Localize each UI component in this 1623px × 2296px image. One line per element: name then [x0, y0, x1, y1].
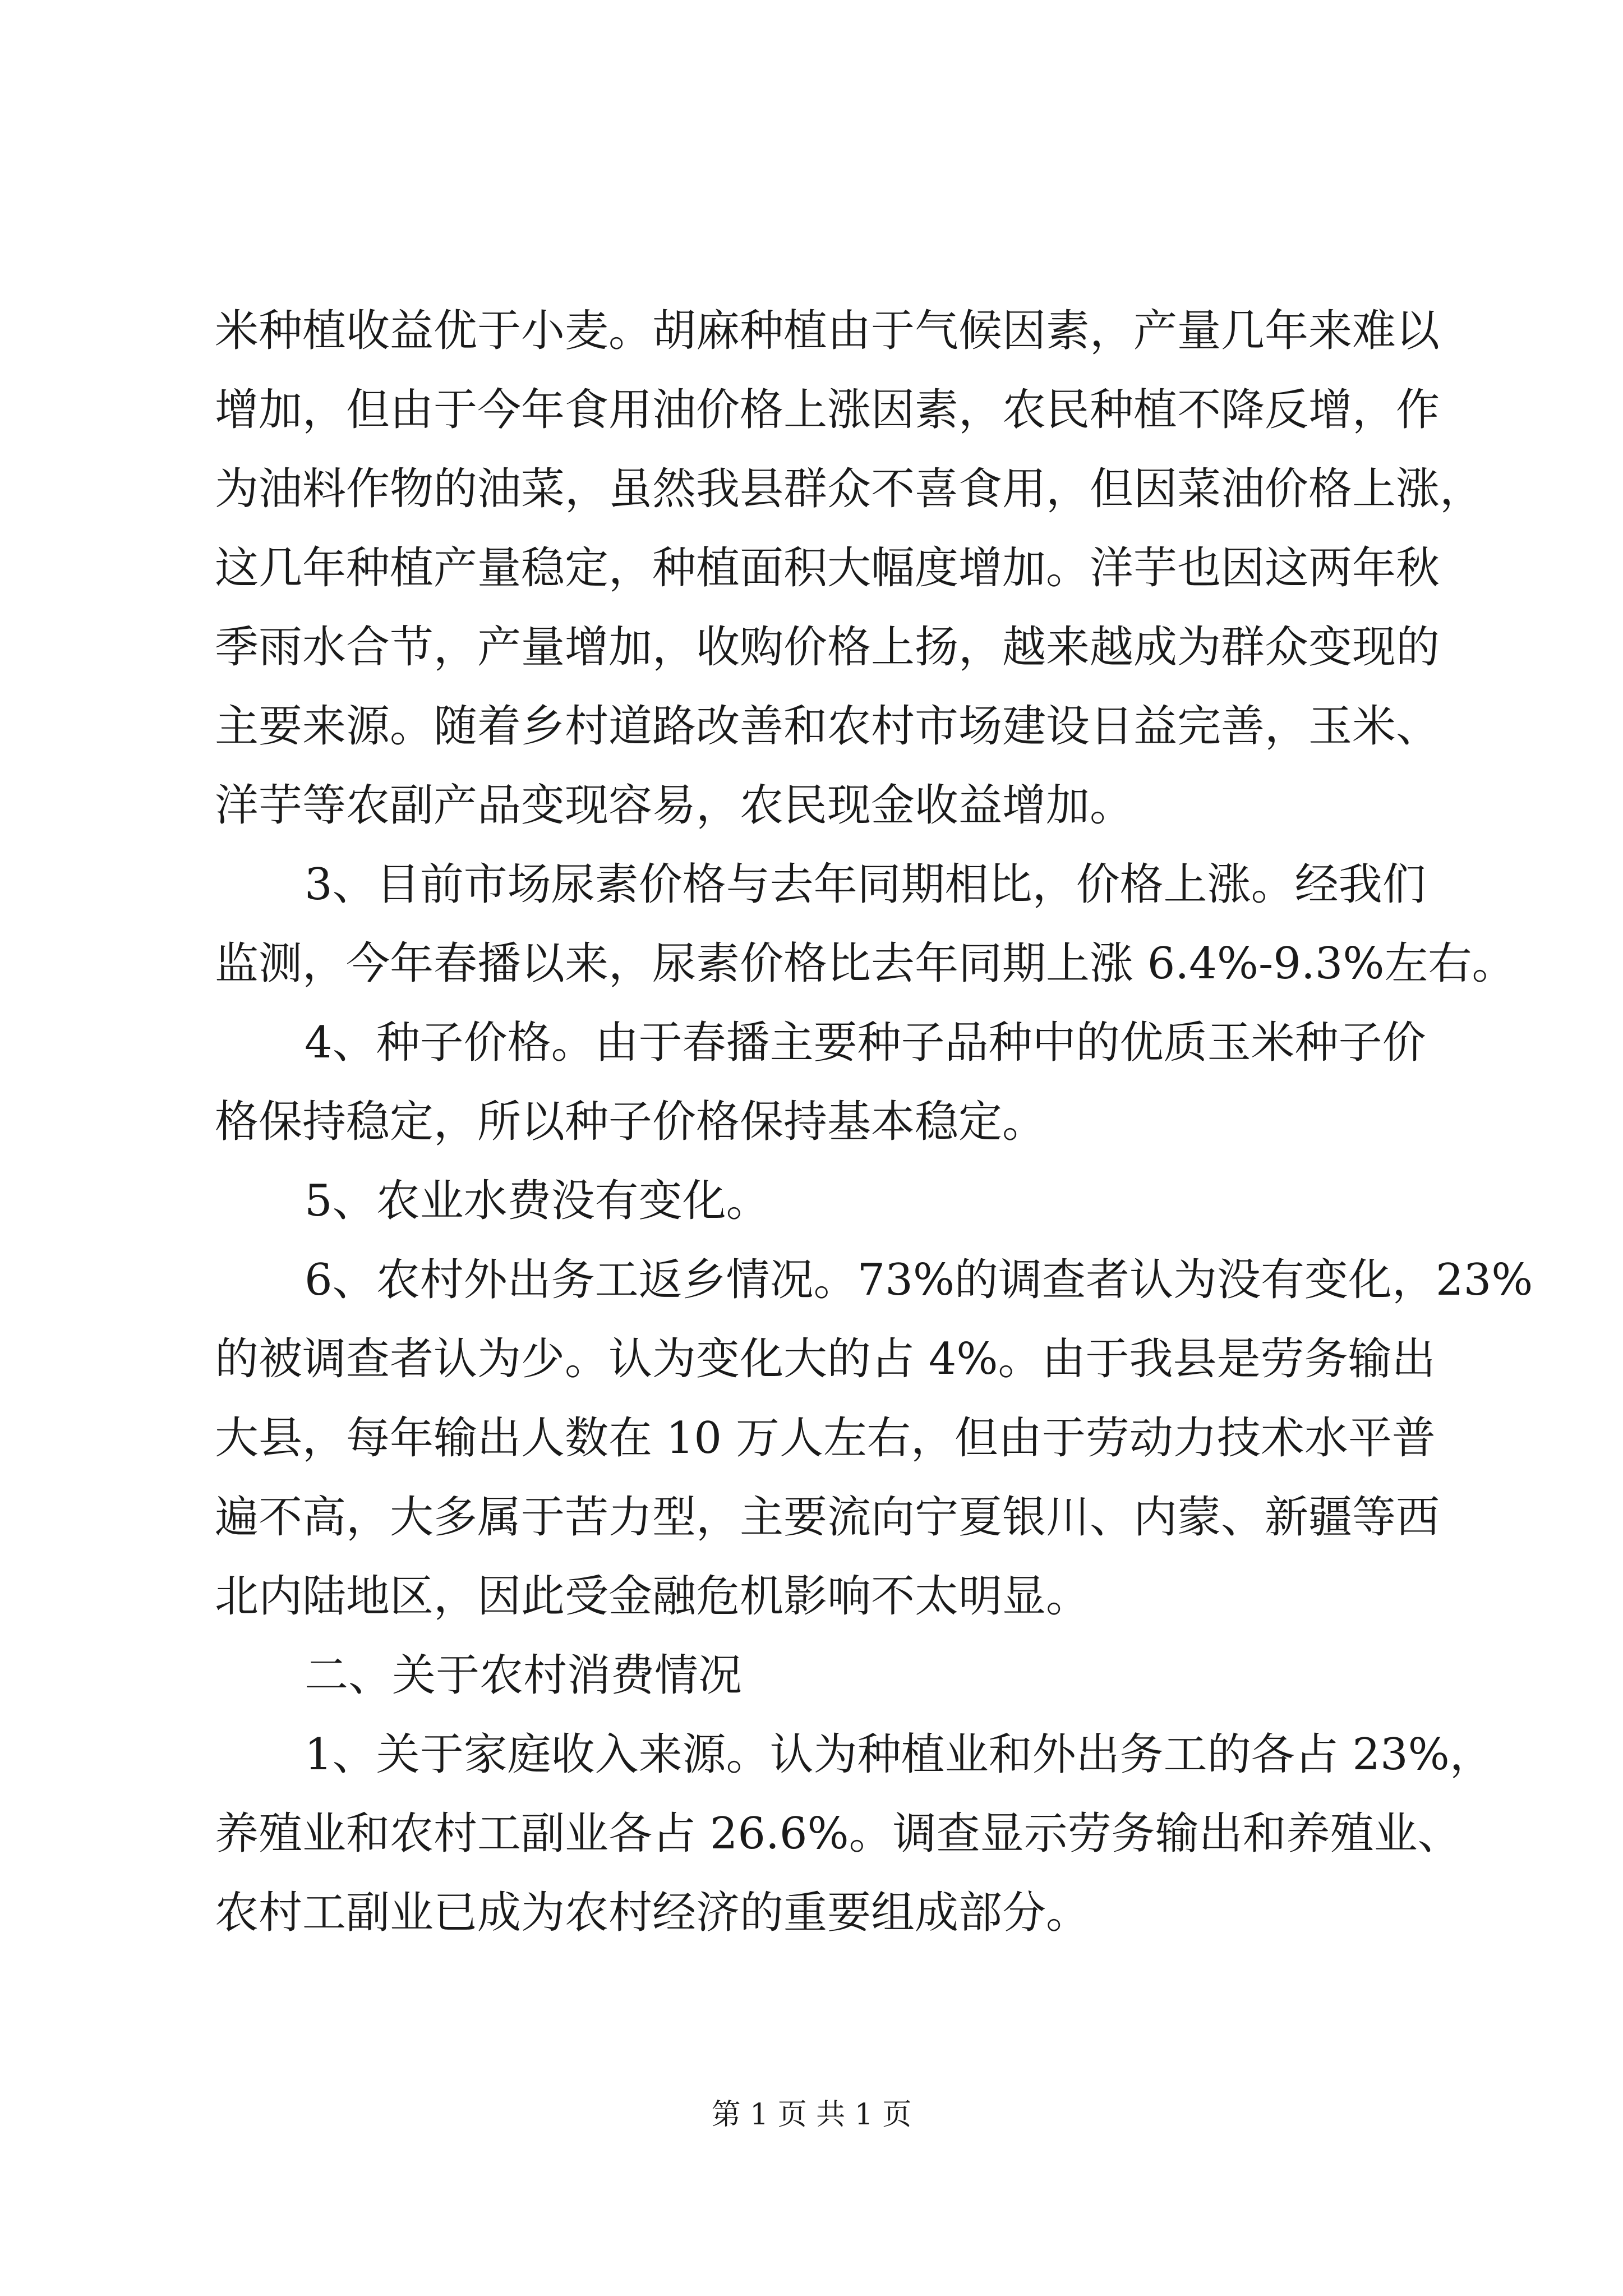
text-line: 北内陆地区，因此受金融危机影响不太明显。	[215, 1571, 1090, 1622]
paragraph-start-line: 4、种子价格。由于春播主要种子品种中的优质玉米种子价	[305, 1018, 1426, 1068]
text-line: 农村工副业已成为农村经济的重要组成部分。	[215, 1888, 1090, 1938]
text-line: 的被调查者认为少。认为变化大的占 4%。由于我县是劳务输出	[215, 1334, 1436, 1384]
document-body	[215, 292, 1533, 1953]
text-line: 增加，但由于今年食用油价格上涨因素，农民种植不降反增，作	[215, 385, 1440, 435]
text-line: 大县，每年输出人数在 10 万人左右，但由于劳动力技术水平普	[215, 1413, 1436, 1464]
text-line: 格保持稳定，所以种子价格保持基本稳定。	[215, 1097, 1046, 1147]
paragraph-start-line: 5、农业水费没有变化。	[305, 1176, 770, 1226]
paragraph-start-line: 3、目前市场尿素价格与去年同期相比，价格上涨。经我们	[305, 859, 1426, 910]
text-line: 监测，今年春播以来，尿素价格比去年同期上涨 6.4%-9.3%左右。	[215, 938, 1516, 989]
text-line: 遍不高，大多属于苦力型，主要流向宁夏银川、内蒙、新疆等西	[215, 1492, 1440, 1543]
text-line: 米种植收益优于小麦。胡麻种植由于气候因素，产量几年来难以	[215, 306, 1440, 356]
paragraph-start-line: 6、农村外出务工返乡情况。73%的调查者认为没有变化，23%	[305, 1255, 1533, 1305]
text-line: 主要来源。随着乡村道路改善和农村市场建设日益完善，玉米、	[215, 701, 1440, 752]
page-number-footer: 第 1 页 共 1 页	[711, 2098, 912, 2132]
text-line: 养殖业和农村工副业各占 26.6%。调查显示劳务输出和养殖业、	[215, 1809, 1461, 1859]
text-line: 季雨水合节，产量增加，收购价格上扬，越来越成为群众变现的	[215, 622, 1440, 673]
text-line: 洋芋等农副产品变现容易，农民现金收益增加。	[215, 780, 1134, 831]
text-line: 这几年种植产量稳定，种植面积大幅度增加。洋芋也因这两年秋	[215, 543, 1440, 593]
text-line: 为油料作物的油菜，虽然我县群众不喜食用，但因菜油价格上涨，	[215, 464, 1484, 514]
section-heading: 二、关于农村消费情况	[305, 1650, 743, 1701]
paragraph-start-line: 1、关于家庭收入来源。认为种植业和外出务工的各占 23%，	[305, 1729, 1493, 1780]
